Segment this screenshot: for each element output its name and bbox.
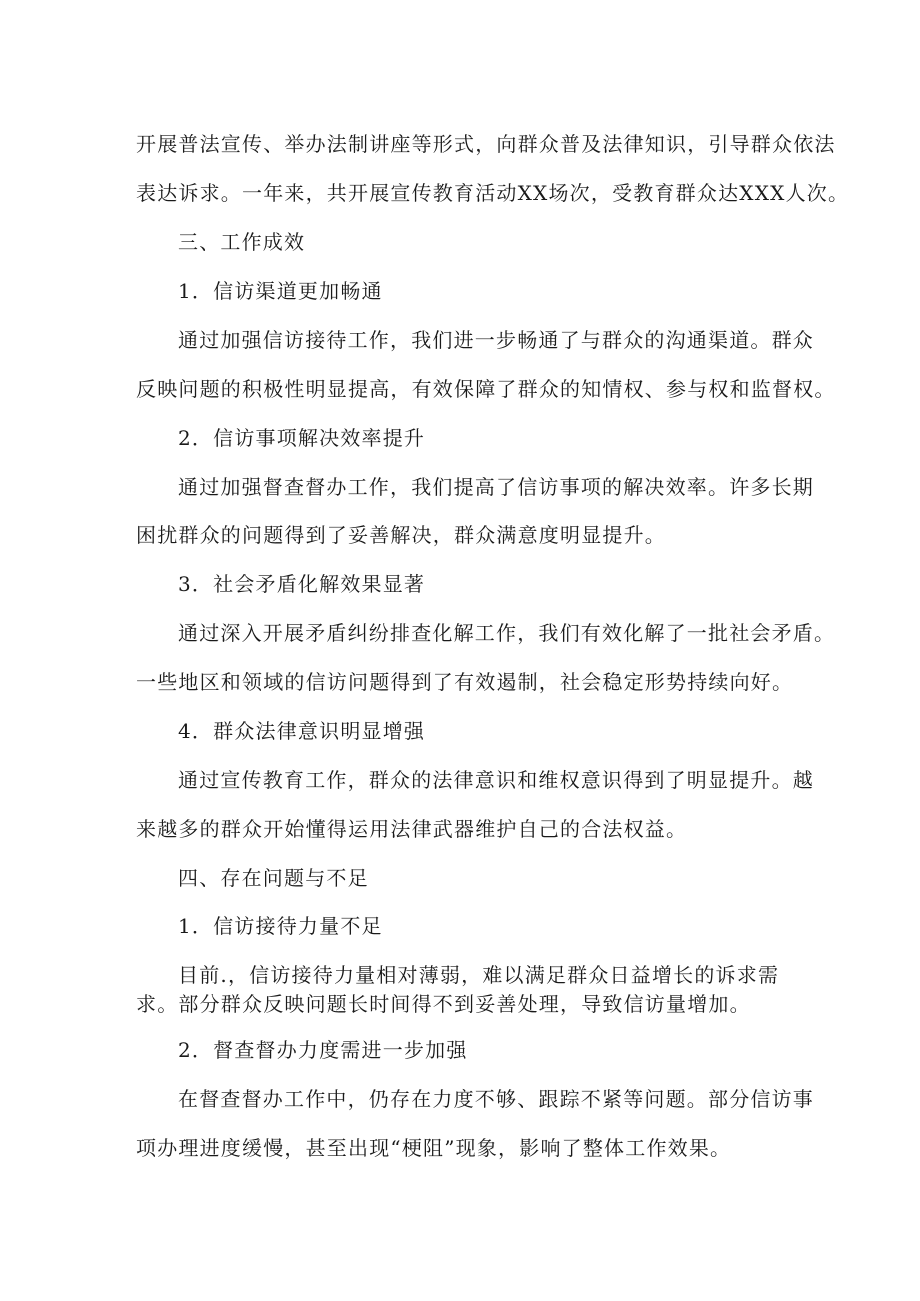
paragraph-line: 求。部分群众反映问题长时间得不到妥善处理，导致信访量增加。 (136, 992, 751, 1016)
paragraph-line: 在督查督办工作中，仍存在力度不够、跟踪不紧等问题。部分信访事 (178, 1087, 814, 1111)
paragraph-line: 通过宣传教育工作，群众的法律意识和维权意识得到了明显提升。越 (178, 768, 814, 792)
paragraph-line: 开展普法宣传、举办法制讲座等形式，向群众普及法律知识，引导群众依法 (136, 132, 836, 156)
paragraph-line: 反映问题的积极性明显提高，有效保障了群众的知情权、参与权和监督权。 (136, 377, 836, 401)
subsection-heading: 2．督查督办力度需进一步加强 (178, 1038, 468, 1062)
paragraph-line: 通过深入开展矛盾纠纷排查化解工作，我们有效化解了一批社会矛盾。 (178, 621, 836, 645)
section-heading: 三、工作成效 (178, 230, 306, 254)
subsection-heading: 4．群众法律意识明显增强 (178, 719, 426, 743)
paragraph-line: 一些地区和领域的信访问题得到了有效遏制，社会稳定形势持续向好。 (136, 670, 794, 694)
paragraph-line: 目前.，信访接待力量相对薄弱，难以满足群众日益增长的诉求需 (178, 963, 780, 987)
paragraph-line: 通过加强督查督办工作，我们提高了信访事项的解决效率。许多长期 (178, 475, 814, 499)
subsection-heading: 1．信访接待力量不足 (178, 914, 383, 938)
subsection-heading: 2．信访事项解决效率提升 (178, 426, 426, 450)
subsection-heading: 1．信访渠道更加畅通 (178, 279, 383, 303)
subsection-heading: 3．社会矛盾化解效果显著 (178, 572, 426, 596)
paragraph-line: 困扰群众的问题得到了妥善解决，群众满意度明显提升。 (136, 523, 666, 547)
paragraph-line: 来越多的群众开始懂得运用法律武器维护自己的合法权益。 (136, 817, 688, 841)
paragraph-line: 项办理进度缓慢，甚至出现“梗阻”现象，影响了整体工作效果。 (136, 1136, 732, 1160)
paragraph-line: 通过加强信访接待工作，我们进一步畅通了与群众的沟通渠道。群众 (178, 328, 814, 352)
section-heading: 四、存在问题与不足 (178, 866, 369, 890)
paragraph-line: 表达诉求。一年来，共开展宣传教育活动XX场次，受教育群众达XXX人次。 (136, 181, 850, 205)
